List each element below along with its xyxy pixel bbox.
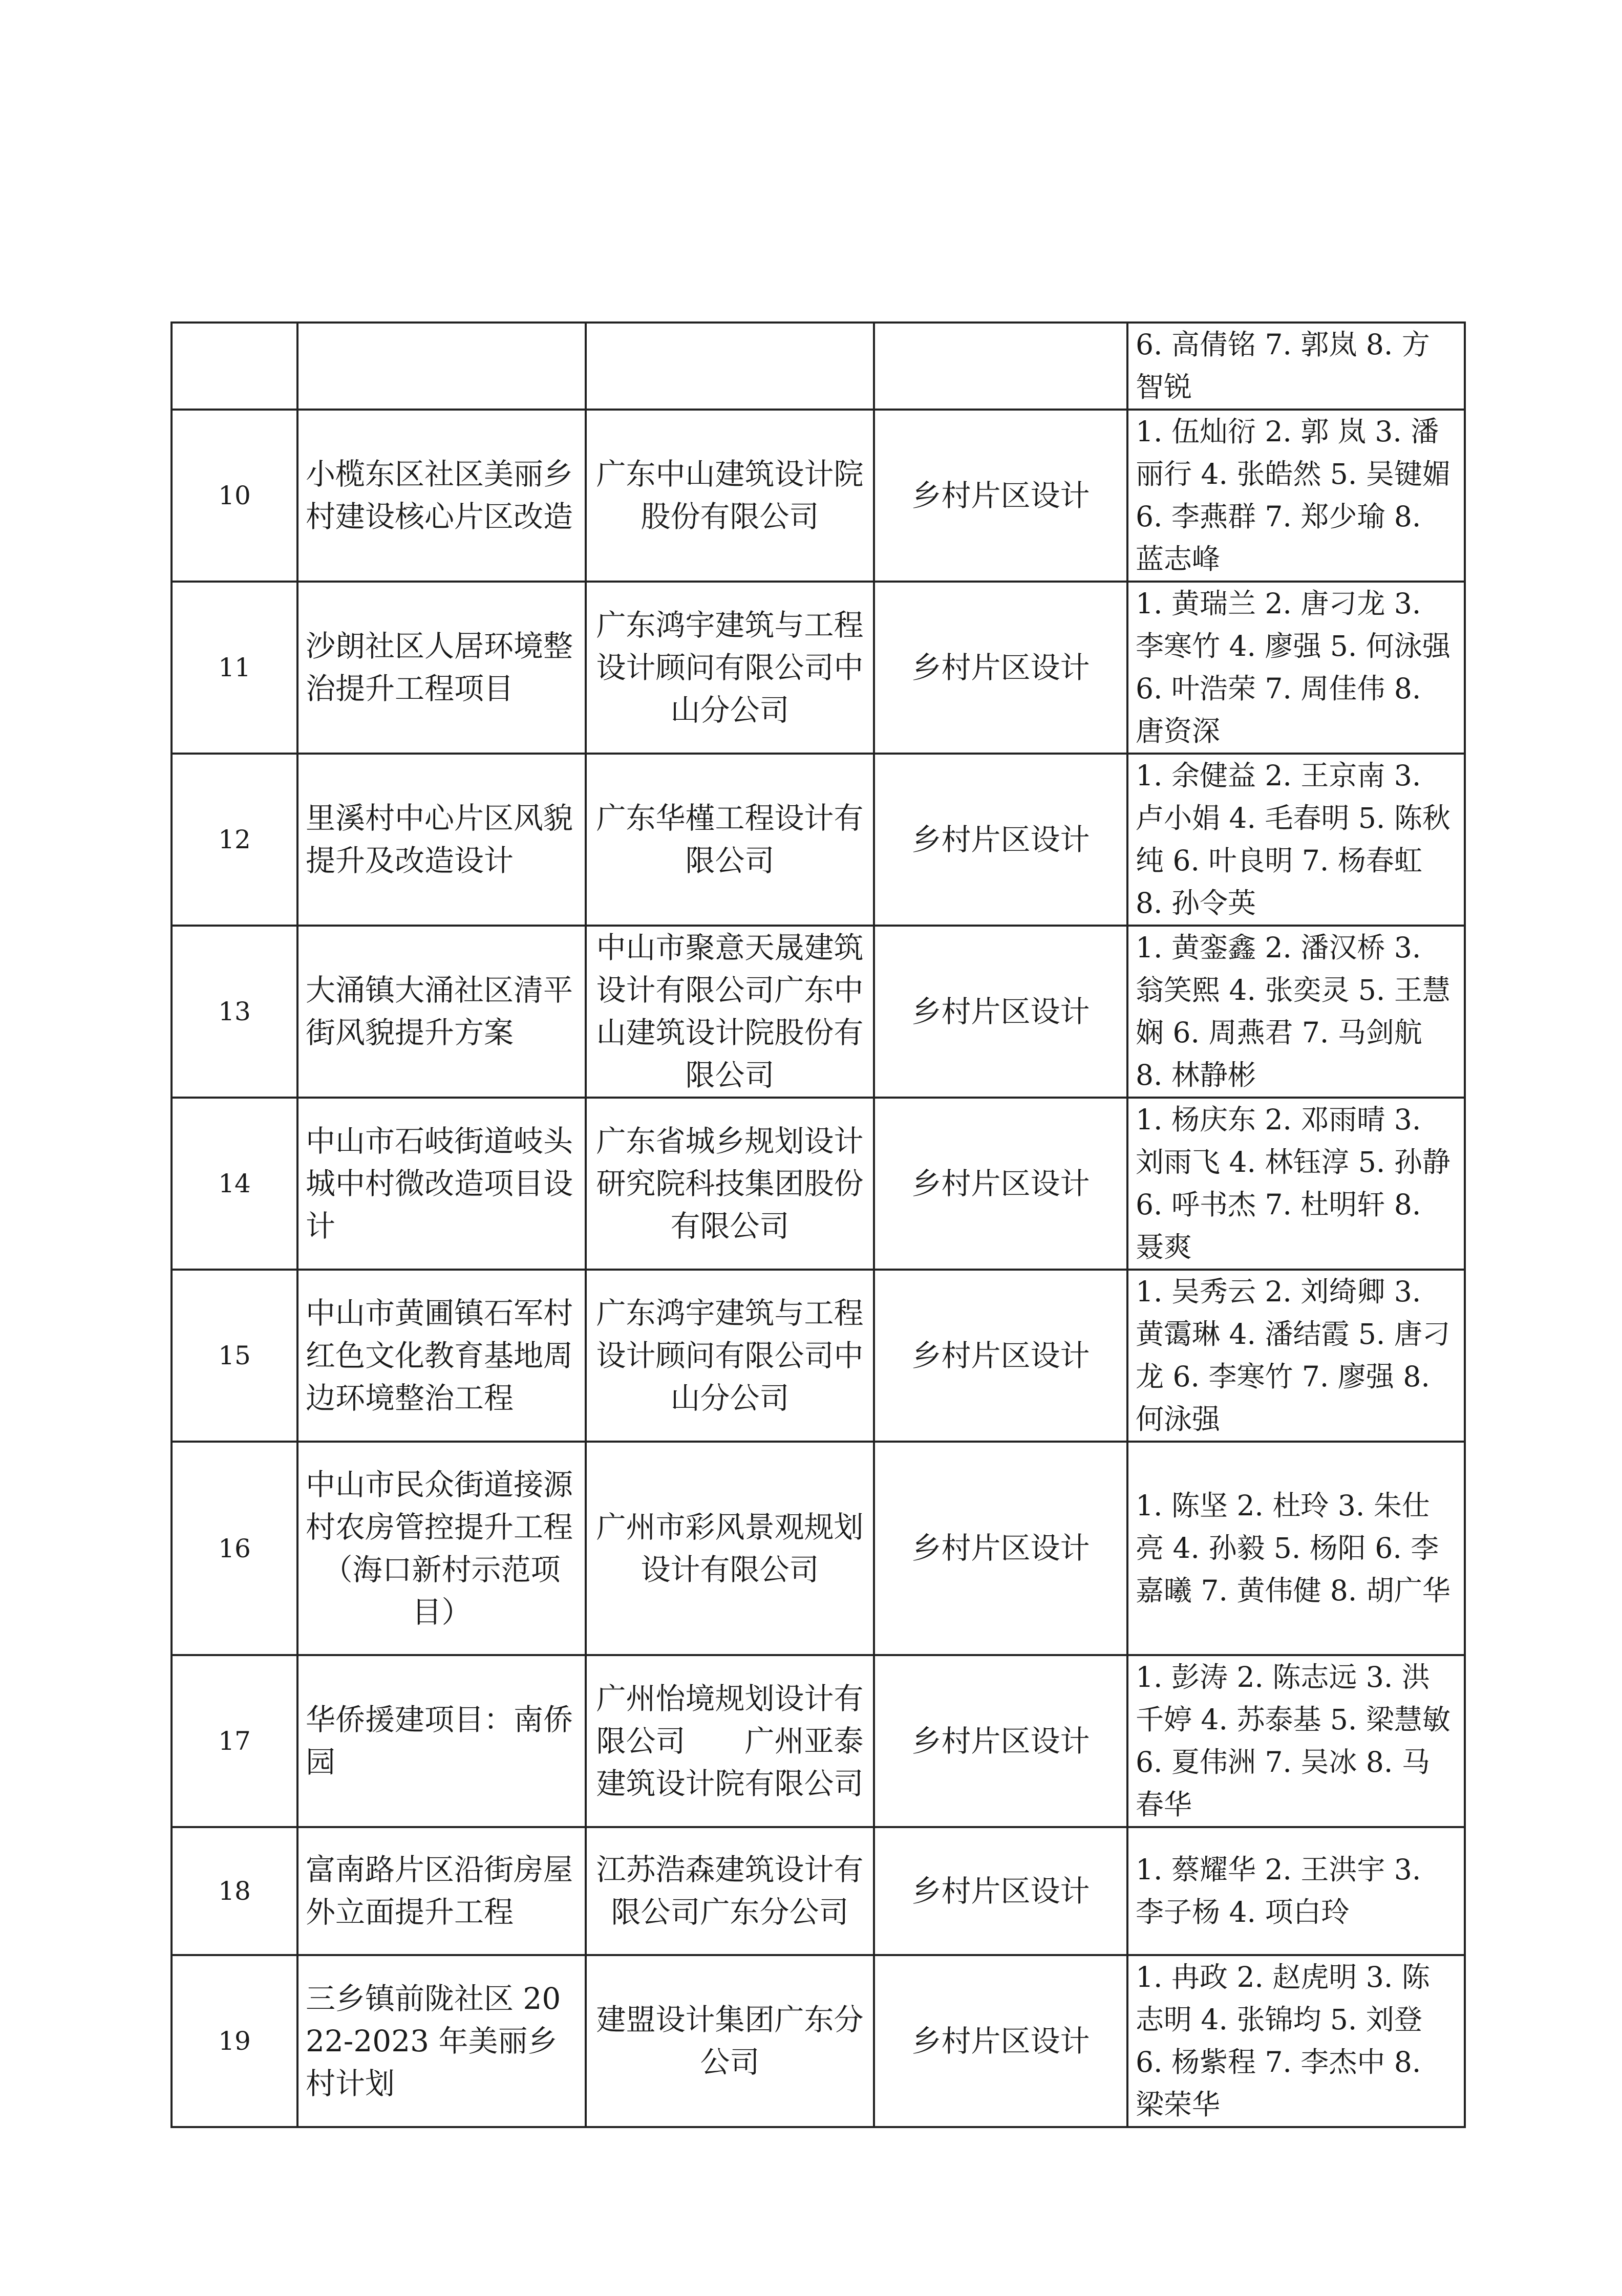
row-number: 13 (172, 926, 297, 1098)
design-unit: 广东中山建筑设计院股份有限公司 (586, 410, 874, 582)
row-number: 11 (172, 582, 297, 754)
project-name-cell (297, 1655, 586, 1827)
project-name-cell (297, 1098, 586, 1270)
project-name-cell (297, 582, 586, 754)
project-name: 小榄东区社区美丽乡村建设核心片区改造 (306, 457, 573, 534)
row-number: 10 (172, 410, 297, 582)
team-members: 1. 彭涛 2. 陈志远 3. 洪千婷 4. 苏泰基 5. 梁慧敏 6. 夏伟洲 7. 吴冰 8. 马春华 (1127, 1655, 1465, 1827)
team-members: 1. 冉政 2. 赵虎明 3. 陈志明 4. 张锦均 5. 刘登 6. 杨紫程 7. 李杰中 8. 梁荣华 (1127, 1955, 1465, 2127)
table-row (172, 1827, 1465, 1955)
team-members: 1. 吴秀云 2. 刘绮卿 3. 黄霭琳 4. 潘结霞 5. 唐刁龙 6. 李寒竹 7. 廖强 8. 何泳强 (1127, 1270, 1465, 1442)
project-name: 华侨援建项目：南侨园 (306, 1702, 573, 1779)
table-row (172, 1442, 1465, 1655)
row-number: 16 (172, 1442, 297, 1655)
row-number: 15 (172, 1270, 297, 1442)
team-members: 1. 黄銮鑫 2. 潘汉桥 3. 翁笑熙 4. 张奕灵 5. 王慧娴 6. 周燕君 7. 马剑航 8. 林静彬 (1127, 926, 1465, 1098)
row-number: 19 (172, 1955, 297, 2127)
project-name-cell (297, 410, 586, 582)
project-name: 中山市石岐街道岐头城中村微改造项目设计 (306, 1123, 573, 1243)
project-category: 乡村片区设计 (874, 926, 1127, 1098)
project-category: 乡村片区设计 (874, 1655, 1127, 1827)
row-number: 14 (172, 1098, 297, 1270)
team-members: 1. 黄瑞兰 2. 唐刁龙 3. 李寒竹 4. 廖强 5. 何泳强 6. 叶浩荣 7. 周佳伟 8. 唐资深 (1127, 582, 1465, 754)
project-category: 乡村片区设计 (874, 1955, 1127, 2127)
design-unit: 广东鸿宇建筑与工程设计顾问有限公司中山分公司 (586, 1270, 874, 1442)
project-category: 乡村片区设计 (874, 1270, 1127, 1442)
design-unit: 广州怡境规划设计有限公司 广州亚泰建筑设计院有限公司 (586, 1655, 874, 1827)
design-unit (586, 323, 874, 410)
table-row (172, 926, 1465, 1098)
design-unit: 建盟设计集团广东分公司 (586, 1955, 874, 2127)
design-unit: 江苏浩森建筑设计有限公司广东分公司 (586, 1827, 874, 1955)
row-number: 12 (172, 754, 297, 926)
project-category: 乡村片区设计 (874, 1442, 1127, 1655)
project-name: 三乡镇前陇社区 2022-2023 年美丽乡村计划 (306, 1981, 561, 2101)
team-members: 1. 杨庆东 2. 邓雨晴 3. 刘雨飞 4. 林钰淳 5. 孙静 6. 呼书杰 7. 杜明轩 8. 聂爽 (1127, 1098, 1465, 1270)
team-members: 1. 余健益 2. 王京南 3. 卢小娟 4. 毛春明 5. 陈秋纯 6. 叶良明 7. 杨春虹 8. 孙令英 (1127, 754, 1465, 926)
project-name-cell (297, 1955, 586, 2127)
project-name-cell (297, 1827, 586, 1955)
row-number: 17 (172, 1655, 297, 1827)
project-name: 中山市黄圃镇石军村红色文化教育基地周边环境整治工程 (306, 1295, 573, 1415)
project-name: 富南路片区沿街房屋外立面提升工程 (306, 1852, 573, 1929)
team-members: 6. 高倩铭 7. 郭岚 8. 方智锐 (1127, 323, 1465, 410)
table-body (172, 323, 1465, 2127)
team-members: 1. 陈坚 2. 杜玲 3. 朱仕亮 4. 孙毅 5. 杨阳 6. 李嘉曦 7. 黄伟健 8. 胡广华 (1127, 1442, 1465, 1655)
design-unit: 广东鸿宇建筑与工程设计顾问有限公司中山分公司 (586, 582, 874, 754)
table-row (172, 410, 1465, 582)
table-row (172, 323, 1465, 410)
table-row (172, 582, 1465, 754)
design-unit: 广州市彩风景观规划设计有限公司 (586, 1442, 874, 1655)
design-unit: 中山市聚意天晟建筑设计有限公司广东中山建筑设计院股份有限公司 (586, 926, 874, 1098)
design-unit: 广东省城乡规划设计研究院科技集团股份有限公司 (586, 1098, 874, 1270)
project-name: （海口新村示范项目） (323, 1552, 561, 1629)
project-category (874, 323, 1127, 410)
project-name-cell (297, 754, 586, 926)
project-category: 乡村片区设计 (874, 582, 1127, 754)
team-members: 1. 蔡耀华 2. 王洪宇 3. 李子杨 4. 项白玲 (1127, 1827, 1465, 1955)
project-name: 大涌镇大涌社区清平街风貌提升方案 (306, 973, 573, 1050)
project-name-cell (297, 1442, 586, 1655)
row-number: 18 (172, 1827, 297, 1955)
table-row (172, 1655, 1465, 1827)
project-name: 沙朗社区人居环境整治提升工程项目 (306, 629, 573, 706)
design-unit: 广东华槿工程设计有限公司 (586, 754, 874, 926)
table-row (172, 1098, 1465, 1270)
project-name-cell (297, 323, 586, 410)
project-name: 中山市民众街道接源村农房管控提升工程 (306, 1467, 573, 1544)
project-name-cell (297, 926, 586, 1098)
table-row (172, 754, 1465, 926)
project-category: 乡村片区设计 (874, 754, 1127, 926)
project-category: 乡村片区设计 (874, 1098, 1127, 1270)
project-name-cell (297, 1270, 586, 1442)
project-table (170, 321, 1466, 2128)
project-name: 里溪村中心片区风貌提升及改造设计 (306, 801, 573, 878)
project-category: 乡村片区设计 (874, 410, 1127, 582)
table-row (172, 1270, 1465, 1442)
row-number (172, 323, 297, 410)
team-members: 1. 伍灿衍 2. 郭 岚 3. 潘丽行 4. 张皓然 5. 吴键媚 6. 李燕群 7. 郑少瑜 8. 蓝志峰 (1127, 410, 1465, 582)
table-row (172, 1955, 1465, 2127)
project-category: 乡村片区设计 (874, 1827, 1127, 1955)
